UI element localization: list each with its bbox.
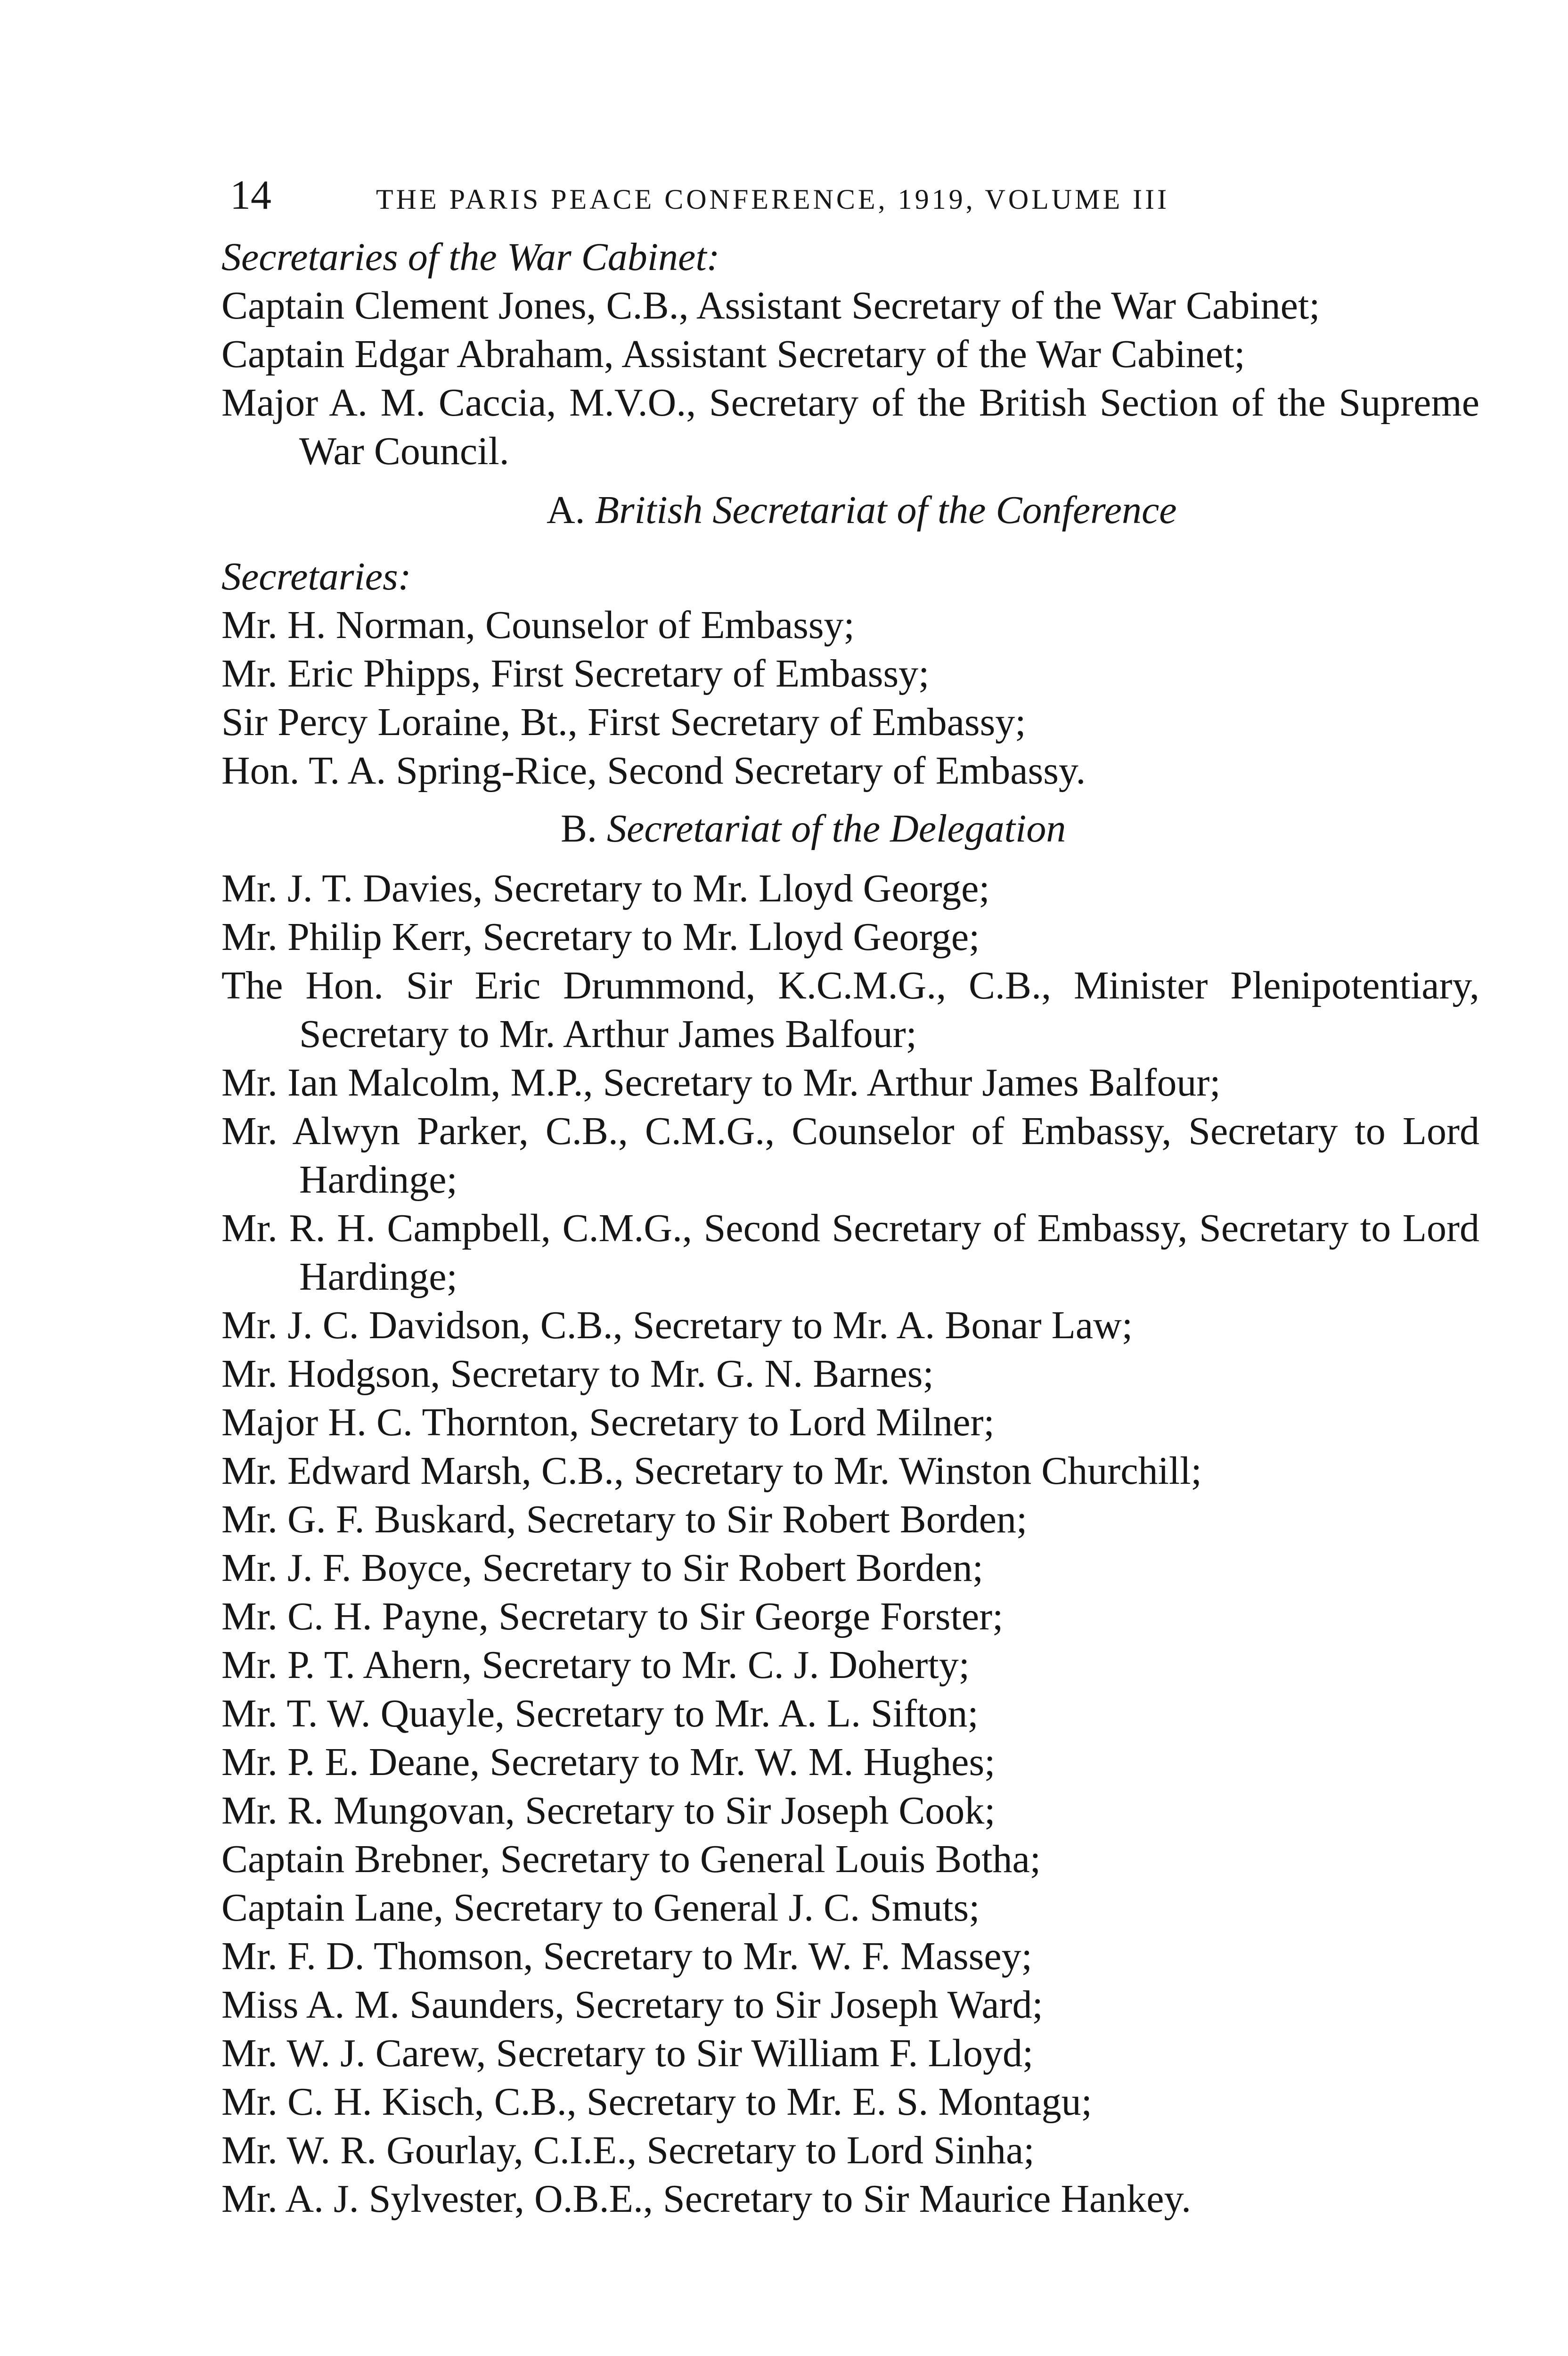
- list-item: Mr. Hodgson, Secretary to Mr. G. N. Barnes;: [221, 1352, 934, 1396]
- section-b-prefix: B.: [561, 807, 597, 851]
- list-item: Hon. T. A. Spring-Rice, Second Secretary of Embassy.: [221, 749, 1086, 793]
- list-item: Captain Lane, Secretary to General J. C. Smuts;: [221, 1886, 980, 1930]
- list-item: Mr. H. Norman, Counselor of Embassy;: [221, 603, 855, 647]
- list-item: Mr. W. J. Carew, Secretary to Sir William F. Lloyd;: [221, 2031, 1034, 2075]
- list-item: Miss A. M. Saunders, Secretary to Sir Joseph Ward;: [221, 1983, 1043, 2027]
- running-title: THE PARIS PEACE CONFERENCE, 1919, VOLUME III: [376, 184, 1170, 215]
- section-a-title: British Secretariat of the Conference: [595, 488, 1177, 532]
- list-item: Mr. P. T. Ahern, Secretary to Mr. C. J. Doherty;: [221, 1643, 970, 1687]
- section-b-heading: [221, 804, 1479, 853]
- list-item: Mr. Ian Malcolm, M.P., Secretary to Mr. Arthur James Balfour;: [221, 1061, 1221, 1104]
- list-item: Mr. J. F. Boyce, Secretary to Sir Robert Borden;: [221, 1546, 984, 1590]
- page-number: 14: [230, 172, 271, 218]
- list-item: Mr. C. H. Kisch, C.B., Secretary to Mr. E. S. Montagu;: [221, 2080, 1092, 2124]
- secretaries-label: Secretaries:: [221, 555, 411, 598]
- section-a-heading: [221, 486, 1479, 534]
- list-item: Sir Percy Loraine, Bt., First Secretary of Embassy;: [221, 700, 1026, 744]
- war-cabinet-label: Secretaries of the War Cabinet:: [221, 235, 720, 279]
- section-b-title: Secretariat of the Delegation: [607, 807, 1066, 851]
- list-item: Mr. P. E. Deane, Secretary to Mr. W. M. Hughes;: [221, 1740, 996, 1784]
- section-a-prefix: A.: [547, 488, 585, 532]
- list-item: Mr. R. Mungovan, Secretary to Sir Joseph Cook;: [221, 1789, 996, 1832]
- list-item: Major H. C. Thornton, Secretary to Lord Milner;: [221, 1400, 995, 1444]
- list-item: Major A. M. Caccia, M.V.O., Secretary of the British Section of the Supreme War Council.: [221, 381, 1479, 473]
- page-body: [221, 233, 1479, 2223]
- list-item: Captain Brebner, Secretary to General Louis Botha;: [221, 1837, 1041, 1881]
- list-item: Mr. J. T. Davies, Secretary to Mr. Lloyd George;: [221, 867, 990, 910]
- list-item: Mr. R. H. Campbell, C.M.G., Second Secretary of Embassy, Secretary to Lord Hardinge;: [221, 1206, 1479, 1299]
- list-item: Mr. Alwyn Parker, C.B., C.M.G., Counselor of Embassy, Secretary to Lord Hardinge;: [221, 1109, 1479, 1202]
- list-item: Mr. Philip Kerr, Secretary to Mr. Lloyd George;: [221, 915, 980, 959]
- list-item: Mr. A. J. Sylvester, O.B.E., Secretary to Sir Maurice Hankey.: [221, 2177, 1192, 2221]
- list-item: Mr. T. W. Quayle, Secretary to Mr. A. L. Sifton;: [221, 1692, 979, 1735]
- list-item: Mr. Eric Phipps, First Secretary of Embassy;: [221, 652, 930, 695]
- list-item: Captain Edgar Abraham, Assistant Secretary of the War Cabinet;: [221, 332, 1245, 376]
- list-item: Mr. J. C. Davidson, C.B., Secretary to Mr. A. Bonar Law;: [221, 1303, 1133, 1347]
- list-item: Captain Clement Jones, C.B., Assistant Secretary of the War Cabinet;: [221, 284, 1320, 327]
- list-item: Mr. C. H. Payne, Secretary to Sir George Forster;: [221, 1595, 1004, 1638]
- list-item: Mr. Edward Marsh, C.B., Secretary to Mr. Winston Churchill;: [221, 1449, 1202, 1493]
- list-item: Mr. G. F. Buskard, Secretary to Sir Robert Borden;: [221, 1497, 1028, 1541]
- list-item: Mr. W. R. Gourlay, C.I.E., Secretary to Lord Sinha;: [221, 2128, 1035, 2172]
- list-item: The Hon. Sir Eric Drummond, K.C.M.G., C.B., Minister Plenipotentiary, Secretary to Mr. Arthur James Balfour;: [221, 964, 1479, 1056]
- page-header: [221, 170, 1479, 221]
- list-item: Mr. F. D. Thomson, Secretary to Mr. W. F. Massey;: [221, 1934, 1033, 1978]
